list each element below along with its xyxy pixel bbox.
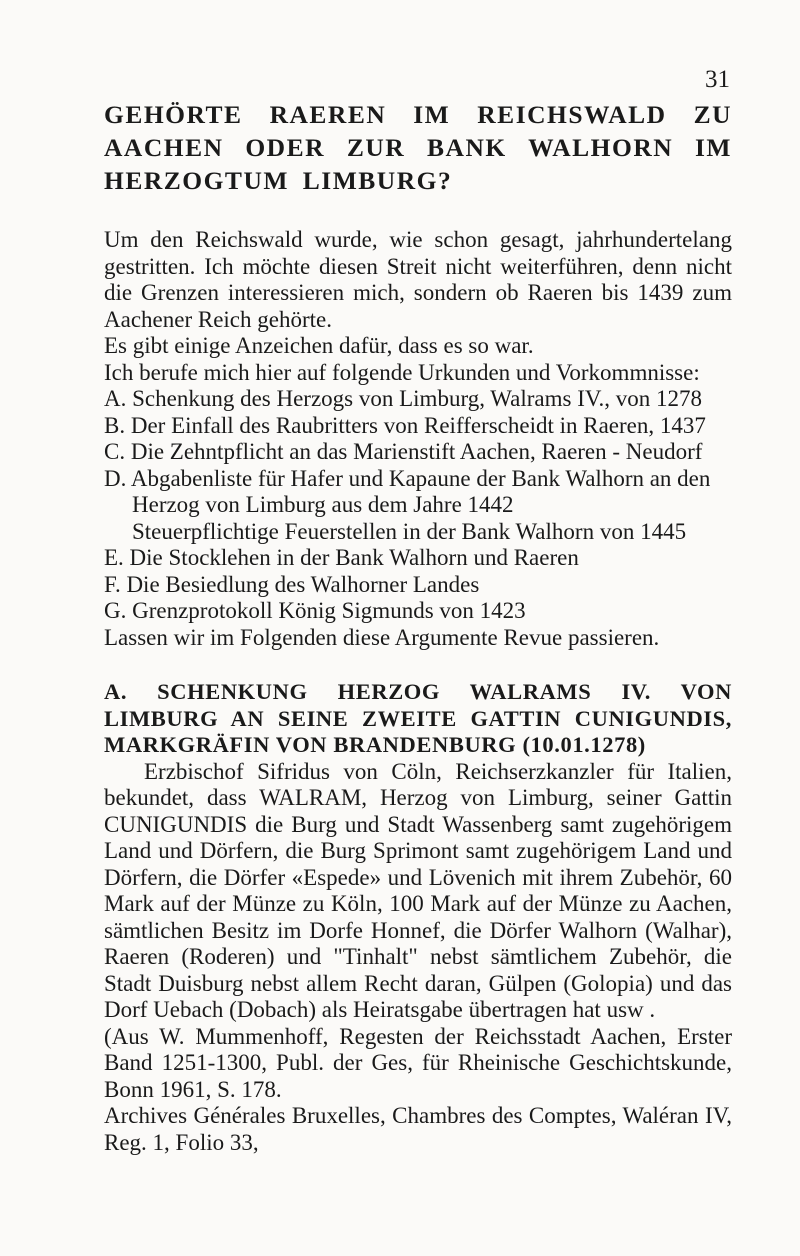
list-closing-line: Lassen wir im Folgenden diese Argumente Revue passieren. [104, 624, 660, 650]
page-number: 31 [705, 66, 730, 93]
intro-line-2: Es gibt einige Anzeichen dafür, dass es so war. [104, 333, 534, 358]
list-item-g: G. Grenzprotokoll König Sigmunds von 1423 [104, 598, 526, 623]
list-item-c: C. Die Zehntpflicht an das Marienstift Aachen, Raeren - Neudorf [104, 439, 703, 464]
list-item-e: E. Die Stocklehen in der Bank Walhorn und Raeren [104, 545, 579, 570]
section-a-paragraph-3: Archives Générales Bruxelles, Chambres des Comptes, Waléran IV, Reg. 1, Folio 33, [104, 1103, 732, 1155]
list-item-b: B. Der Einfall des Raubritters von Reifferscheidt in Raeren, 1437 [104, 412, 706, 438]
list-item-a: A. Schenkung des Herzogs von Limburg, Walrams IV., von 1278 [104, 386, 702, 411]
evidence-list [104, 386, 732, 651]
list-item-d-continuation-2: Steuerpflichtige Feuerstellen in der Bank Walhorn von 1445 [132, 518, 687, 544]
page-content [104, 98, 732, 1156]
list-item-d-continuation-1: Herzog von Limburg aus dem Jahre 1442 [132, 492, 514, 517]
list-item-f: F. Die Besiedlung des Walhorner Landes [104, 571, 480, 597]
section-a-paragraph-1: Erzbischof Sifridus von Cöln, Reichserzkanzler für Italien, bekundet, dass WALRAM, Herzog von Limburg, seiner Gattin CUNIGUNDIS die Burg und Stadt Wassenberg samt zugehörigem Land und Dörfern, die Burg Sprimont samt zugehörigem Land und Dörfern, die Dörfer «Espede» und Lövenich mit ihrem Zubehör, 60 Mark auf der Münze zu Köln, 100 Mark auf der Münze zu Aachen, sämtlichen Besitz im Dorfe Honnef, die Dörfer Walhorn (Walhar), Raeren (Roderen) und "Tinhalt" nebst sämtlichem Zubehör, die Stadt Duisburg nebst allem Recht daran, Gülpen (Golopia) und das Dorf Uebach (Dobach) als Heiratsgabe übertragen hat usw . [104, 758, 732, 1022]
intro-line-3: Ich berufe mich hier auf folgende Urkunden und Vorkommnisse: [104, 359, 700, 385]
intro-paragraph: Um den Reichswald wurde, wie schon gesagt, jahrhundertelang gestritten. Ich möchte diesen Streit nicht weiterführen, denn nicht die Grenzen interessieren mich, sondern ob Raeren bis 1439 zum Aachener Reich gehörte. [104, 227, 732, 332]
section-a-paragraph-2: (Aus W. Mummenhoff, Regesten der Reichsstadt Aachen, Erster Band 1251-1300, Publ. der Ges, für Rheinische Geschichtskunde, Bonn 1961, S. 178. [104, 1023, 732, 1102]
list-item-d: D. Abgabenliste für Hafer und Kapaune der Bank Walhorn an den [104, 465, 711, 491]
section-a-heading: A. SCHENKUNG HERZOG WALRAMS IV. VON LIMBURG AN SEINE ZWEITE GATTIN CUNIGUNDIS, MARKGRÄFIN VON BRANDENBURG (10.01.1278) [104, 679, 732, 757]
intro-section [104, 227, 732, 386]
page-title: GEHÖRTE RAEREN IM REICHSWALD ZU AACHEN ODER ZUR BANK WALHORN IM HERZOGTUM LIMBURG? [104, 100, 732, 195]
